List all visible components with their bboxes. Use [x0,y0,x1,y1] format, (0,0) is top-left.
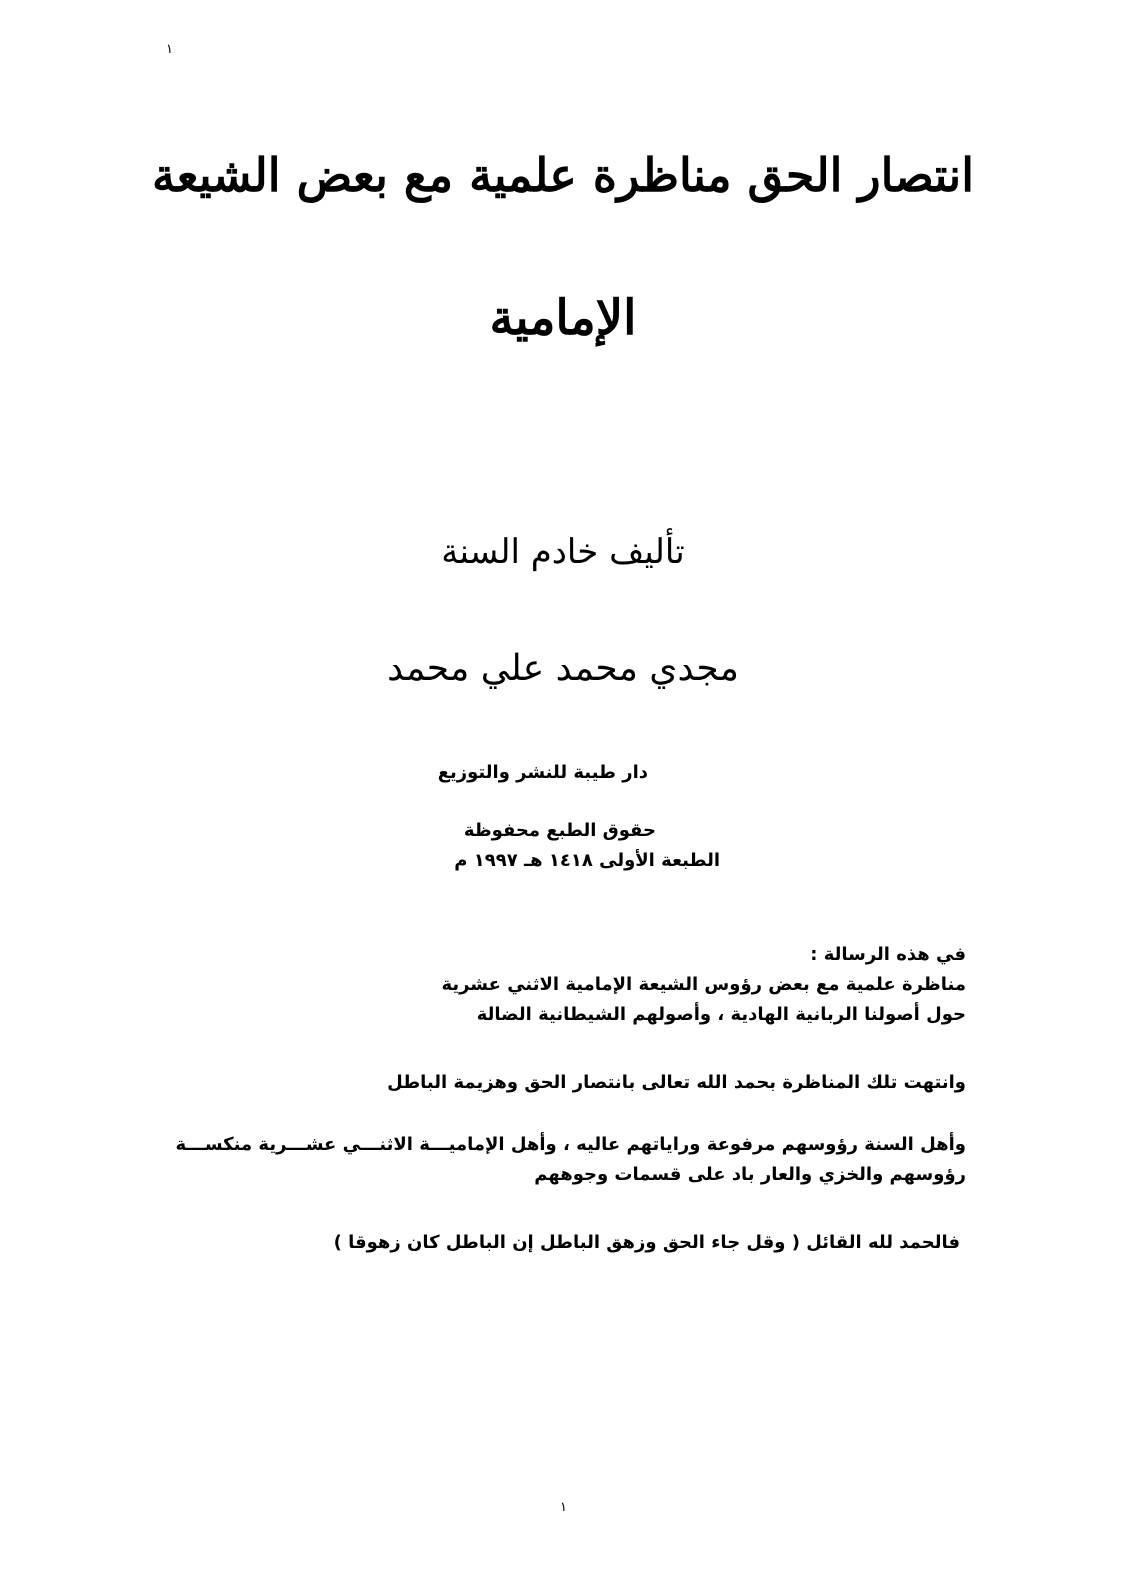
intro-line-2: حول أصولنا الربانية الهادية ، وأصولهم الشيطانية الضالة [476,1004,966,1025]
intro-paragraph [441,940,966,1030]
sunna-paragraph [175,1130,966,1190]
author-name: مجدي محمد علي محمد [387,648,739,689]
publisher: دار طيبة للنشر والتوزيع [437,762,648,783]
copyright-notice: حقوق الطبع محفوظة [463,820,656,841]
sunna-line-2: رؤوسهم والخزي والعار باد على قسمات وجوههم [534,1164,966,1185]
intro-heading: في هذه الرسالة : [810,944,966,965]
page-number-bottom: ١ [560,1500,567,1515]
praise-line: فالحمد لله القائل ( وقل جاء الحق وزهق الباطل إن الباطل كان زهوقا ) [333,1232,960,1253]
conclusion-paragraph [387,1068,966,1098]
author-label: تأليف خادم السنة [441,532,685,572]
sunna-line-1: وأهل السنة رؤوسهم مرفوعة وراياتهم عاليه ، وأهل الإماميـــة الاثنـــي عشـــرية منكســـة [175,1134,966,1155]
praise-paragraph [334,1228,960,1258]
intro-line-1: مناظرة علمية مع بعض رؤوس الشيعة الإمامية الاثني عشرية [441,974,966,995]
edition-info: الطبعة الأولى ١٤١٨ هـ ١٩٩٧ م [454,850,720,871]
book-title-line-1: انتصار الحق مناظرة علمية مع بعض الشيعة [151,148,974,202]
conclusion-line: وانتهت تلك المناظرة بحمد الله تعالى بانتصار الحق وهزيمة الباطل [387,1072,966,1093]
page-number-top: ١ [166,42,173,57]
book-title-line-2: الإمامية [489,290,637,346]
